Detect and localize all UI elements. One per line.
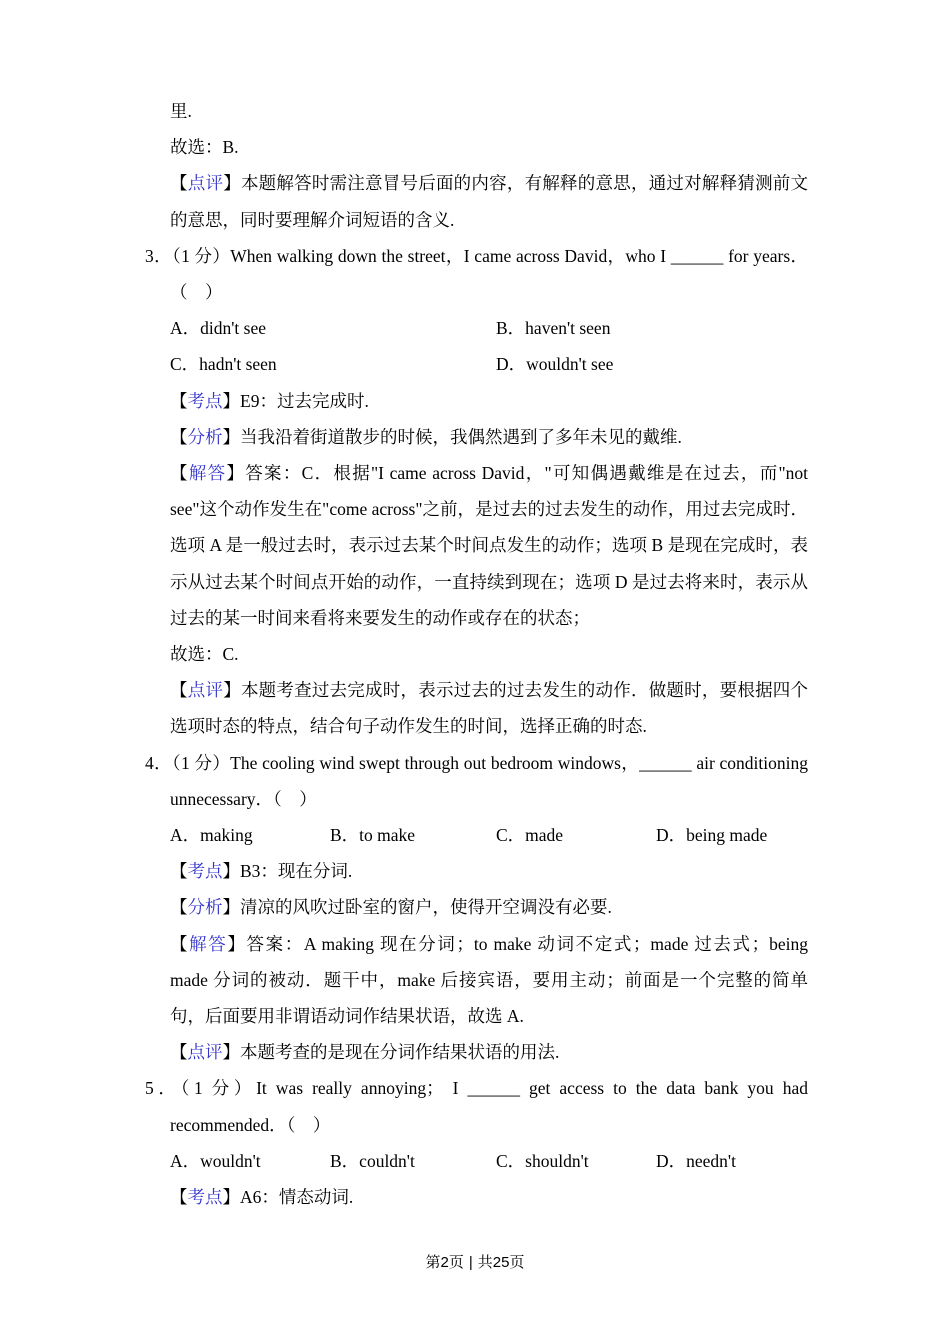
tag-bracket-open: 【	[170, 933, 190, 954]
option-A: A．making	[170, 825, 253, 846]
exam-point-q4	[170, 853, 808, 889]
tag-body-text: 本题考查过去完成时，表示过去的过去发生的动作．做题时，要根据四个选项时态的特点，结合句子动作发生的时间，选择正确的时态.	[170, 680, 809, 737]
answer-line-q2: 故选：B.	[170, 137, 239, 158]
tag-bracket-close: 】	[222, 1187, 240, 1208]
option-C: C．made	[496, 825, 564, 846]
question-3: 3．（1 分）When walking down the street，I came across David，who I ______ for years．（ ）	[145, 245, 808, 303]
options-q5	[170, 1143, 808, 1179]
solution-q4	[170, 926, 808, 1035]
option-A: A．didn't see	[170, 318, 266, 339]
option-B: B．haven't seen	[496, 318, 611, 339]
solution-q3	[170, 455, 808, 636]
tag-body-text: 本题考查的是现在分词作结果状语的用法.	[240, 1042, 560, 1063]
tag-bracket-close: 】	[223, 173, 241, 194]
tag-bracket-close: 】	[227, 933, 247, 954]
tag-bracket-close: 】	[226, 463, 246, 484]
tag-bracket-open: 【	[170, 463, 189, 484]
option-B: B．couldn't	[330, 1150, 415, 1171]
options-q4	[170, 817, 808, 853]
tag-bracket-close: 】	[222, 1042, 240, 1063]
question-4: 4．（1 分）The cooling wind swept through out bedroom windows，______ air conditioning unnecessary．（ ）	[145, 752, 808, 809]
tag-bracket-close: 】	[223, 680, 241, 701]
tag-body-text: 答案：C．根据"I came across David，"可知偶遇戴维是在过去，而"not see"这个动作发生在"come across"之前，是过去的过去发生的动作，用过去完成时．选项 A 是一般过去时，表示过去某个时间点发生的动作；选项 B 是现在完成时，表示从过去某个时间点开始的动作，一直持续到现在；选项 D 是过去将来时，表示从过去的某一时间来看将来要发生的动作或存在的状态；	[170, 463, 809, 628]
analysis-q3	[170, 419, 808, 455]
tag-label: 考点	[187, 1187, 223, 1208]
options-q3	[170, 310, 808, 382]
tag-body-text: A6：情态动词.	[240, 1187, 354, 1208]
tag-bracket-close: 】	[222, 861, 240, 882]
tag-body-text: B3：现在分词.	[240, 861, 353, 882]
tag-body-text: 清凉的风吹过卧室的窗户，使得开空调没有必要.	[240, 897, 612, 918]
comment-q2	[170, 165, 808, 237]
tag-bracket-open: 【	[170, 680, 188, 701]
analysis-q4	[170, 889, 808, 925]
tag-label: 点评	[187, 173, 224, 194]
footer-separator: |	[468, 1254, 473, 1271]
tag-label: 考点	[187, 861, 223, 882]
footer-page-number: 第2页	[425, 1254, 464, 1271]
option-D: D．wouldn't see	[496, 354, 614, 375]
option-C: C．hadn't seen	[170, 354, 277, 375]
tag-bracket-open: 【	[170, 390, 188, 411]
tag-body-text: 当我沿着街道散步的时候，我偶然遇到了多年未见的戴维.	[240, 426, 682, 447]
option-A: A．wouldn't	[170, 1150, 261, 1171]
tag-body-text: 答案：A making 现在分词；to make 动词不定式；made 过去式；being made 分词的被动．题干中，make 后接宾语，要用主动；前面是一个完整的简单句，后面要用非谓语动词作结果状语，故选 A.	[170, 933, 809, 1027]
tag-bracket-open: 【	[170, 861, 188, 882]
tag-label: 分析	[187, 426, 223, 447]
footer-total-pages: 共25页	[477, 1254, 525, 1271]
tag-bracket-open: 【	[170, 173, 188, 194]
tag-bracket-open: 【	[170, 1187, 188, 1208]
document-content	[145, 93, 808, 1215]
answer-line-q3: 故选：C.	[170, 644, 239, 665]
tag-bracket-close: 】	[222, 426, 240, 447]
comment-q4	[170, 1034, 808, 1070]
question-5: 5．（1 分）It was really annoying； I ______ get access to the data bank you had recommended．（ ）	[145, 1078, 808, 1135]
tag-body-text: 本题解答时需注意冒号后面的内容，有解释的意思，通过对解释猜测前文的意思，同时要理解介词短语的含义.	[170, 173, 809, 230]
tag-bracket-open: 【	[170, 897, 188, 918]
option-D: D．needn't	[656, 1150, 736, 1171]
page-footer	[0, 1251, 950, 1272]
tag-label: 解答	[188, 463, 227, 484]
tag-bracket-close: 】	[222, 390, 240, 411]
comment-q3	[170, 672, 808, 744]
option-D: D．being made	[656, 825, 768, 846]
exam-point-q3	[170, 383, 808, 419]
tag-bracket-open: 【	[170, 1042, 188, 1063]
option-B: B．to make	[330, 825, 416, 846]
tag-label: 点评	[187, 1042, 223, 1063]
tag-body-text: E9：过去完成时.	[240, 390, 369, 411]
tag-bracket-open: 【	[170, 426, 188, 447]
paragraph-tail: 里.	[170, 101, 192, 121]
option-C: C．shouldn't	[496, 1150, 589, 1171]
tag-label: 分析	[187, 897, 223, 918]
tag-label: 点评	[187, 680, 224, 701]
tag-label: 考点	[187, 390, 223, 411]
exam-point-q5	[170, 1179, 808, 1215]
tag-label: 解答	[189, 933, 228, 954]
tag-bracket-close: 】	[222, 897, 240, 918]
